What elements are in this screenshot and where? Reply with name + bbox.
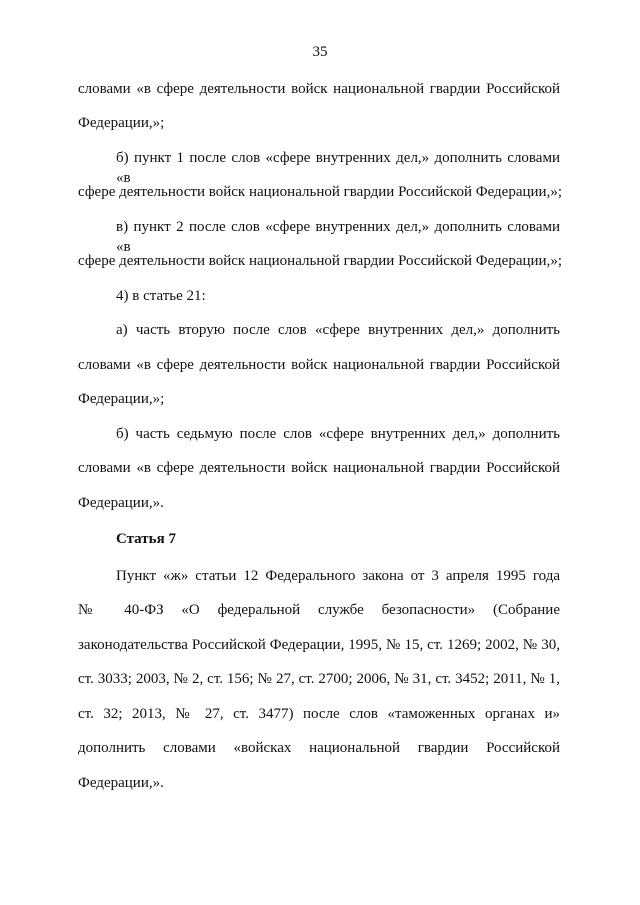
text-line: сфере деятельности войск национальной гвардии Российской Федерации,»; xyxy=(78,184,562,200)
text-line: Федерации,»; xyxy=(78,115,165,131)
text-line: а) часть вторую после слов «сфере внутренних дел,» дополнить xyxy=(116,322,560,338)
text-line: сфере деятельности войск национальной гвардии Российской Федерации,»; xyxy=(78,253,562,269)
text-line: законодательства Российской Федерации, 1995, № 15, ст. 1269; 2002, № 30, xyxy=(78,637,560,653)
text-line: 4) в статье 21: xyxy=(116,288,206,304)
text-line: ст. 3033; 2003, № 2, ст. 156; № 27, ст. 2700; 2006, № 31, ст. 3452; 2011, № 1, xyxy=(78,671,560,687)
text-line: Федерации,». xyxy=(78,495,164,511)
text-line: б) часть седьмую после слов «сфере внутренних дел,» дополнить xyxy=(116,426,560,442)
text-line: словами «в сфере деятельности войск национальной гвардии Российской xyxy=(78,81,560,97)
text-line: в) пункт 2 после слов «сфере внутренних дел,» дополнить словами «в xyxy=(116,219,560,255)
text-line: ст. 32; 2013, № 27, ст. 3477) после слов «таможенных органах и» xyxy=(78,706,560,722)
text-line: Федерации,»; xyxy=(78,391,165,407)
text-line: б) пункт 1 после слов «сфере внутренних дел,» дополнить словами «в xyxy=(116,150,560,186)
text-line: словами «в сфере деятельности войск национальной гвардии Российской xyxy=(78,357,560,373)
text-line: № 40-ФЗ «О федеральной службе безопасности» (Собрание xyxy=(78,602,560,618)
text-line: дополнить словами «войсках национальной гвардии Российской xyxy=(78,740,560,756)
article-heading: Статья 7 xyxy=(116,531,176,547)
text-line: словами «в сфере деятельности войск национальной гвардии Российской xyxy=(78,460,560,476)
text-line: Федерации,». xyxy=(78,775,164,791)
page-number: 35 xyxy=(312,44,328,60)
text-line: Пункт «ж» статьи 12 Федерального закона от 3 апреля 1995 года xyxy=(116,568,560,584)
